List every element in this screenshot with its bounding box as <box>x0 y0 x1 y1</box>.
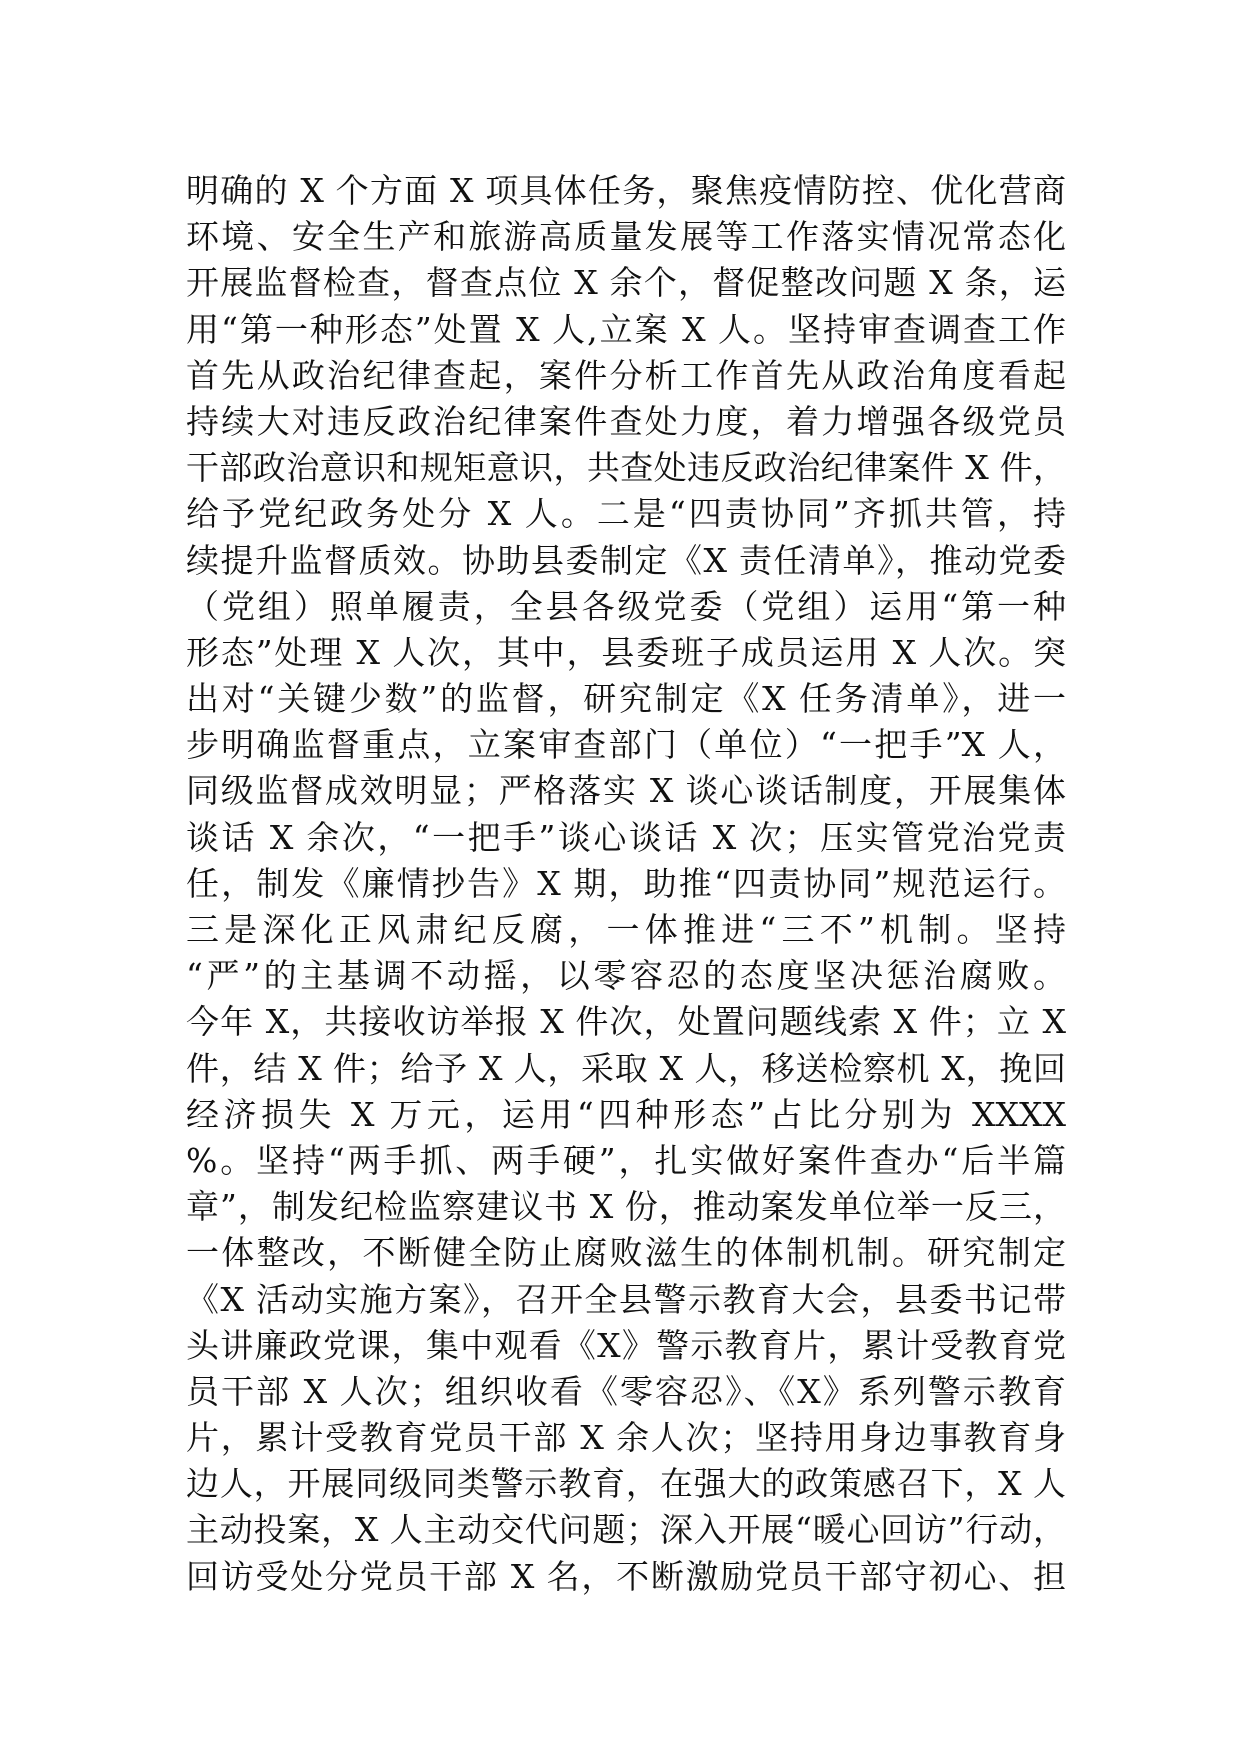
text-line: 三是深化正风肃纪反腐，一体推进“三不”机制。坚持 <box>186 910 1066 949</box>
text-line: 出对“关键少数”的监督，研究制定《X 任务清单》，进一 <box>186 679 1066 719</box>
text-line: 首先从政治纪律查起，案件分析工作首先从政治角度看起 <box>186 355 1066 395</box>
text-line: 续提升监督质效。协助县委制定《X 责任清单》，推动党委 <box>186 540 1066 580</box>
text-line: 回访受处分党员干部 X 名，不断激励党员干部守初心、担 <box>186 1556 1066 1596</box>
text-line: “严”的主基调不动摇，以零容忍的态度坚决惩治腐败。 <box>186 956 1066 996</box>
text-line: 同级监督成效明显；严格落实 X 谈心谈话制度，开展集体 <box>186 771 1066 811</box>
text-line: 件，结 X 件；给予 X 人，采取 X 人，移送检察机 X，挽回 <box>186 1048 1066 1088</box>
text-line: 一体整改，不断健全防止腐败滋生的体制机制。研究制定 <box>186 1233 1066 1273</box>
text-line: 干部政治意识和规矩意识，共查处违反政治纪律案件 X 件， <box>186 448 1066 488</box>
text-line: 给予党纪政务处分 X 人。二是“四责协同”齐抓共管，持 <box>186 494 1066 534</box>
text-line: 经济损失 X 万元，运用“四种形态”占比分别为 XXXX <box>186 1094 1066 1134</box>
text-line: %。坚持“两手抓、两手硬”，扎实做好案件查办“后半篇 <box>186 1140 1066 1180</box>
text-line: 片，累计受教育党员干部 X 余人次；坚持用身边事教育身 <box>186 1418 1066 1458</box>
text-line: 今年 X，共接收访举报 X 件次，处置问题线索 X 件；立 X <box>186 1002 1066 1042</box>
text-line: 开展监督检查，督查点位 X 余个，督促整改问题 X 条，运 <box>186 263 1066 303</box>
text-line: 环境、安全生产和旅游高质量发展等工作落实情况常态化 <box>186 217 1066 257</box>
text-line: 章”，制发纪检监察建议书 X 份，推动案发单位举一反三， <box>186 1187 1066 1227</box>
text-line: 持续大对违反政治纪律案件查处力度，着力增强各级党员 <box>186 401 1066 441</box>
text-line: （党组）照单履责，全县各级党委（党组）运用“第一种 <box>186 586 1066 626</box>
text-line: 边人，开展同级同类警示教育，在强大的政策感召下，X 人 <box>186 1464 1066 1504</box>
text-line: 《X 活动实施方案》，召开全县警示教育大会，县委书记带 <box>186 1279 1066 1319</box>
text-line: 主动投案，X 人主动交代问题；深入开展“暖心回访”行动， <box>186 1510 1066 1550</box>
text-line: 任，制发《廉情抄告》X 期，助推“四责协同”规范运行。 <box>186 863 1066 903</box>
text-line: 员干部 X 人次；组织收看《零容忍》、《X》系列警示教育 <box>186 1371 1066 1411</box>
text-line: 明确的 X 个方面 X 项具体任务，聚焦疫情防控、优化营商 <box>186 171 1066 210</box>
text-line: 形态”处理 X 人次，其中，县委班子成员运用 X 人次。突 <box>186 632 1066 672</box>
text-line: 谈话 X 余次，“一把手”谈心谈话 X 次；压实管党治党责 <box>186 817 1066 857</box>
text-line: 用“第一种形态”处置 X 人,立案 X 人。坚持审查调查工作 <box>186 309 1066 349</box>
text-line: 步明确监督重点，立案审查部门（单位）“一把手”X 人， <box>186 725 1066 765</box>
text-line: 头讲廉政党课，集中观看《X》警示教育片，累计受教育党 <box>186 1325 1066 1365</box>
body-text <box>186 168 1066 1600</box>
